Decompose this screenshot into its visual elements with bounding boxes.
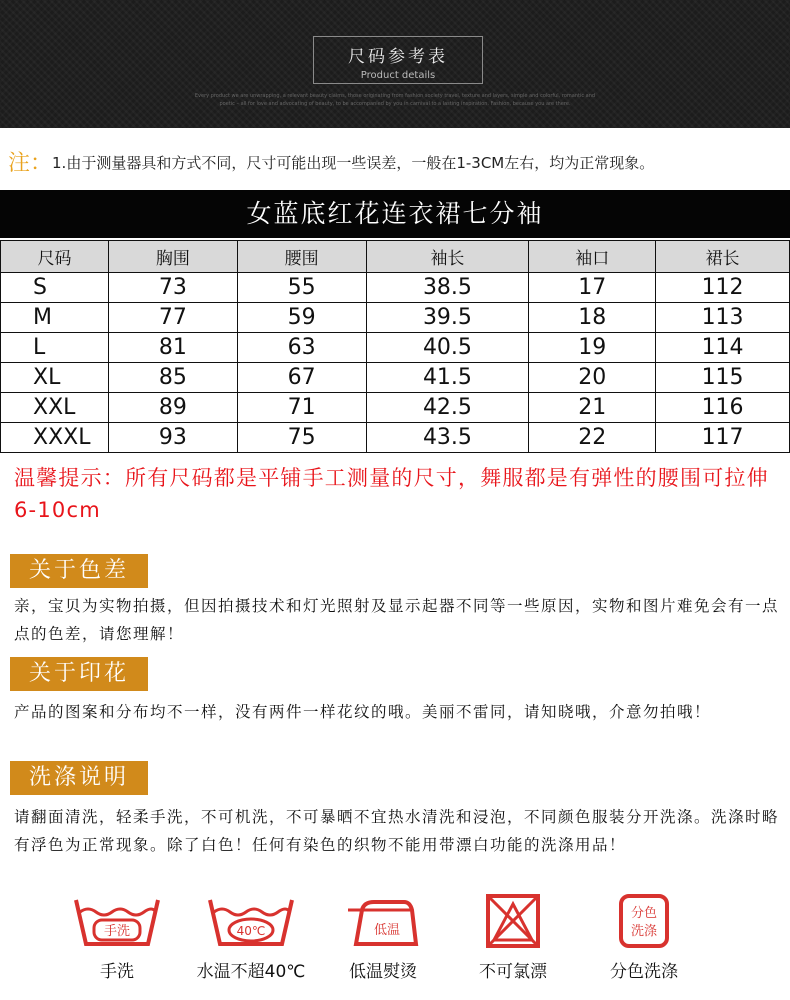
- table-header-cell: 裙长: [656, 241, 790, 273]
- banner-fine-print: [0, 92, 790, 108]
- water-temp-icon-text: 40℃: [236, 924, 266, 938]
- table-cell: 18: [529, 303, 656, 333]
- care-item: [313, 892, 453, 982]
- banner-title-box: [313, 36, 483, 84]
- table-row: [1, 423, 790, 453]
- water-temp-icon: [206, 892, 296, 952]
- table-cell: 89: [108, 393, 237, 423]
- table-cell: S: [1, 273, 109, 303]
- table-cell: 55: [237, 273, 366, 303]
- table-cell: 19: [529, 333, 656, 363]
- table-row: [1, 333, 790, 363]
- table-cell: M: [1, 303, 109, 333]
- table-cell: 43.5: [366, 423, 529, 453]
- table-row: [1, 393, 790, 423]
- table-cell: 73: [108, 273, 237, 303]
- table-cell: 93: [108, 423, 237, 453]
- table-cell: 22: [529, 423, 656, 453]
- note-mark: 注：: [8, 151, 53, 176]
- table-cell: 59: [237, 303, 366, 333]
- care-label: 低温熨烫: [349, 962, 417, 982]
- care-item: [181, 892, 321, 982]
- size-table-title: 女蓝底红花连衣裙七分袖: [0, 190, 790, 238]
- care-label: 手洗: [100, 962, 134, 982]
- care-item: [443, 892, 583, 982]
- banner-fine-print-line: poetic – all for love and advocating of beauty, to be accompanied by you in carnival to a lasting inspiration. Fashion, because you are there.: [219, 101, 571, 107]
- table-row: [1, 303, 790, 333]
- hand-wash-icon: [72, 892, 162, 952]
- table-header-cell: 尺码: [1, 241, 109, 273]
- section-text-wash: 请翻面清洗，轻柔手洗，不可机洗，不可暴晒不宜热水清洗和浸泡，不同颜色服装分开洗涤。洗涤时略有浮色为正常现象。除了白色！任何有染色的织物不能用带漂白功能的洗涤用品！: [14, 808, 780, 854]
- separate-wash-icon: [599, 892, 689, 952]
- table-cell: 75: [237, 423, 366, 453]
- section-title-wash: 洗涤说明: [10, 761, 148, 795]
- table-cell: 117: [656, 423, 790, 453]
- table-cell: XL: [1, 363, 109, 393]
- separate-wash-icon-text-2: 洗涤: [630, 924, 658, 939]
- care-icons-row: [0, 892, 790, 1000]
- no-bleach-icon: [468, 892, 558, 952]
- banner-title: 尺码参考表: [348, 47, 448, 67]
- table-cell: 114: [656, 333, 790, 363]
- table-cell: 112: [656, 273, 790, 303]
- section-title-color: 关于色差: [10, 554, 148, 588]
- table-cell: XXL: [1, 393, 109, 423]
- care-item: [47, 892, 187, 982]
- size-table: [0, 240, 790, 453]
- section-text-print: 产品的图案和分布均不一样，没有两件一样花纹的哦。美丽不雷同，请知晓哦，介意勿拍哦！: [14, 703, 712, 721]
- separate-wash-icon-text-1: 分色: [630, 906, 658, 921]
- care-item: [574, 892, 714, 982]
- low-iron-icon-text: 低温: [373, 923, 401, 938]
- table-cell: 42.5: [366, 393, 529, 423]
- low-iron-icon: [338, 892, 428, 952]
- table-cell: L: [1, 333, 109, 363]
- elastic-tip: 温馨提示：所有尺码都是平铺手工测量的尺寸，舞服都是有弹性的腰围可拉伸6-10cm: [14, 466, 769, 522]
- table-header-cell: 腰围: [237, 241, 366, 273]
- table-cell: 116: [656, 393, 790, 423]
- banner-fine-print-line: Every product we are unwrapping, a relevant beauty claims, those originating from fashion society travel, texture and layers, simple and colorful, romantic and: [194, 93, 596, 99]
- table-cell: 115: [656, 363, 790, 393]
- measurement-note: [8, 146, 654, 177]
- table-cell: 63: [237, 333, 366, 363]
- table-row: [1, 273, 790, 303]
- table-cell: 17: [529, 273, 656, 303]
- table-cell: 41.5: [366, 363, 529, 393]
- care-label: 分色洗涤: [610, 962, 678, 982]
- table-cell: 71: [237, 393, 366, 423]
- table-cell: 85: [108, 363, 237, 393]
- care-label: 不可氯漂: [479, 962, 547, 982]
- note-text: 1.由于测量器具和方式不同，尺寸可能出现一些误差，一般在1-3CM左右，均为正常现象。: [52, 154, 655, 172]
- banner-subtitle: Product details: [360, 70, 436, 81]
- table-header-cell: 胸围: [108, 241, 237, 273]
- table-cell: 40.5: [366, 333, 529, 363]
- table-cell: 81: [108, 333, 237, 363]
- table-cell: XXXL: [1, 423, 109, 453]
- care-label: 水温不超40℃: [196, 962, 306, 982]
- header-banner: [0, 0, 790, 128]
- table-cell: 20: [529, 363, 656, 393]
- table-header-cell: 袖长: [366, 241, 529, 273]
- table-cell: 39.5: [366, 303, 529, 333]
- table-cell: 113: [656, 303, 790, 333]
- table-row: [1, 363, 790, 393]
- section-text-color: 亲，宝贝为实物拍摄，但因拍摄技术和灯光照射及显示起器不同等一些原因，实物和图片难免会有一点点的色差，请您理解！: [14, 597, 780, 643]
- table-cell: 21: [529, 393, 656, 423]
- section-title-print: 关于印花: [10, 657, 148, 691]
- table-header-row: [1, 241, 790, 273]
- table-cell: 38.5: [366, 273, 529, 303]
- table-cell: 67: [237, 363, 366, 393]
- table-header-cell: 袖口: [529, 241, 656, 273]
- table-cell: 77: [108, 303, 237, 333]
- hand-wash-icon-text: 手洗: [103, 924, 131, 939]
